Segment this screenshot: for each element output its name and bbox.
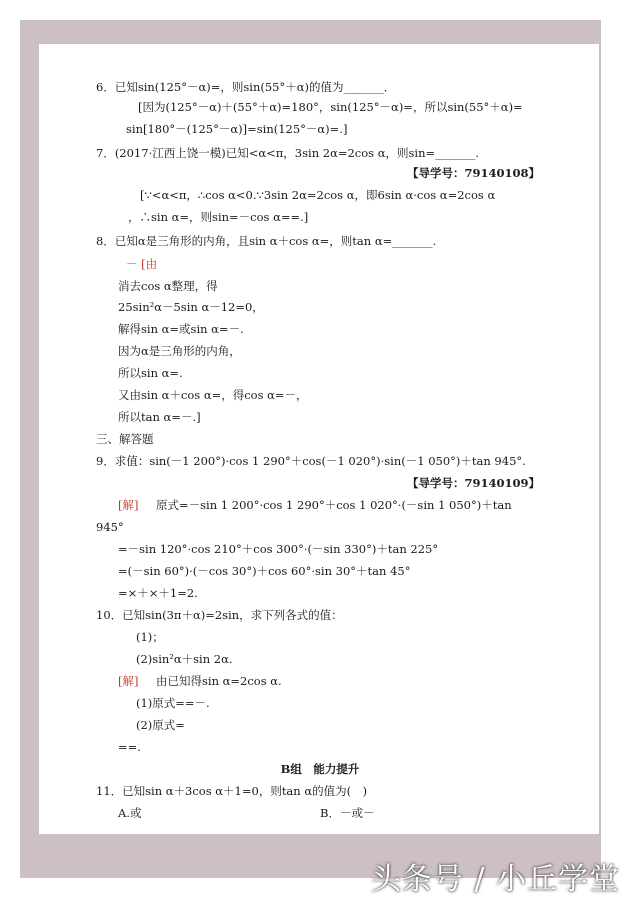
solution-7-line-2: ，∴sin α=，则sin=－cos α==.] bbox=[128, 210, 309, 224]
solution-9-label: [解] bbox=[118, 498, 139, 512]
solution-8-line-1: 消去cos α整理，得 bbox=[118, 279, 218, 293]
solution-10-line-1: 由已知得sin α=2cos α. bbox=[156, 674, 282, 688]
problem-11-text: 11．已知sin α＋3cos α＋1=0，则tan α的值为( ) bbox=[96, 784, 368, 798]
solution-9-line-1: 原式=－sin 1 200°·cos 1 290°＋cos 1 020°·(－sin 1 050°)＋tan bbox=[156, 498, 512, 512]
solution-9-line-2: 945° bbox=[96, 520, 124, 534]
problem-10-part-2: (2)sin²α＋sin 2α. bbox=[136, 652, 233, 666]
problem-11-option-b: B．－或－ bbox=[320, 806, 375, 820]
solution-10-line-3: (2)原式= bbox=[136, 718, 185, 732]
watermark: 头条号 / 小丘学堂 bbox=[370, 862, 620, 897]
solution-8-answer: － [由 bbox=[126, 257, 158, 271]
solution-9-line-5: =×＋×＋1=2. bbox=[118, 586, 198, 600]
solution-6-line-1: [因为(125°－α)＋(55°＋α)=180°，sin(125°－α)=，所以sin(55°＋α)= bbox=[138, 100, 523, 114]
solution-9-line-4: =(－sin 60°)·(－cos 30°)＋cos 60°·sin 30°＋tan 45° bbox=[118, 564, 411, 578]
problem-11-option-a: A.或 bbox=[118, 806, 142, 820]
problem-6-text: 6．已知sin(125°－α)=，则sin(55°＋α)的值为_______． bbox=[96, 80, 396, 94]
solution-10-label: [解] bbox=[118, 674, 139, 688]
solution-8-line-3: 解得sin α=或sin α=－. bbox=[118, 322, 244, 336]
solution-10-line-4: ==. bbox=[118, 740, 141, 754]
problem-10-text: 10．已知sin(3π＋α)=2sin，求下列各式的值： bbox=[96, 608, 343, 622]
section-heading: 三、解答题 bbox=[96, 432, 154, 446]
solution-7-line-1: [∵<α<π，∴cos α<0.∵3sin 2α=2cos α，即6sin α·cos α=2cos α bbox=[140, 188, 496, 202]
guide-number-2: 【导学号：79140109】 bbox=[406, 476, 540, 490]
solution-10-line-2: (1)原式==－. bbox=[136, 696, 210, 710]
solution-8-line-4: 因为α是三角形的内角， bbox=[118, 344, 241, 358]
solution-8-line-5: 所以sin α=. bbox=[118, 366, 183, 380]
solution-8-line-7: 所以tan α=－.] bbox=[118, 410, 201, 424]
group-b-heading: B组 能力提升 bbox=[280, 762, 360, 776]
problem-7-text: 7．(2017·江西上饶一模)已知<α<π，3sin 2α=2cos α，则sin=_______. bbox=[96, 146, 480, 160]
problem-9-text: 9．求值：sin(－1 200°)·cos 1 290°＋cos(－1 020°)·sin(－1 050°)＋tan 945°. bbox=[96, 454, 526, 468]
solution-8-line-6: 又由sin α＋cos α=，得cos α=－， bbox=[118, 388, 308, 402]
problem-10-part-1: (1)； bbox=[136, 630, 164, 644]
guide-number-1: 【导学号：79140108】 bbox=[406, 166, 540, 180]
solution-8-line-2: 25sin²α－5sin α－12=0， bbox=[118, 300, 264, 314]
solution-9-line-3: =－sin 120°·cos 210°＋cos 300°·(－sin 330°)＋tan 225° bbox=[118, 542, 439, 556]
solution-6-line-2: sin[180°－(125°－α)]=sin(125°－α)=.] bbox=[126, 122, 348, 136]
problem-8-text: 8．已知α是三角形的内角，且sin α＋cos α=，则tan α=_______. bbox=[96, 234, 437, 248]
